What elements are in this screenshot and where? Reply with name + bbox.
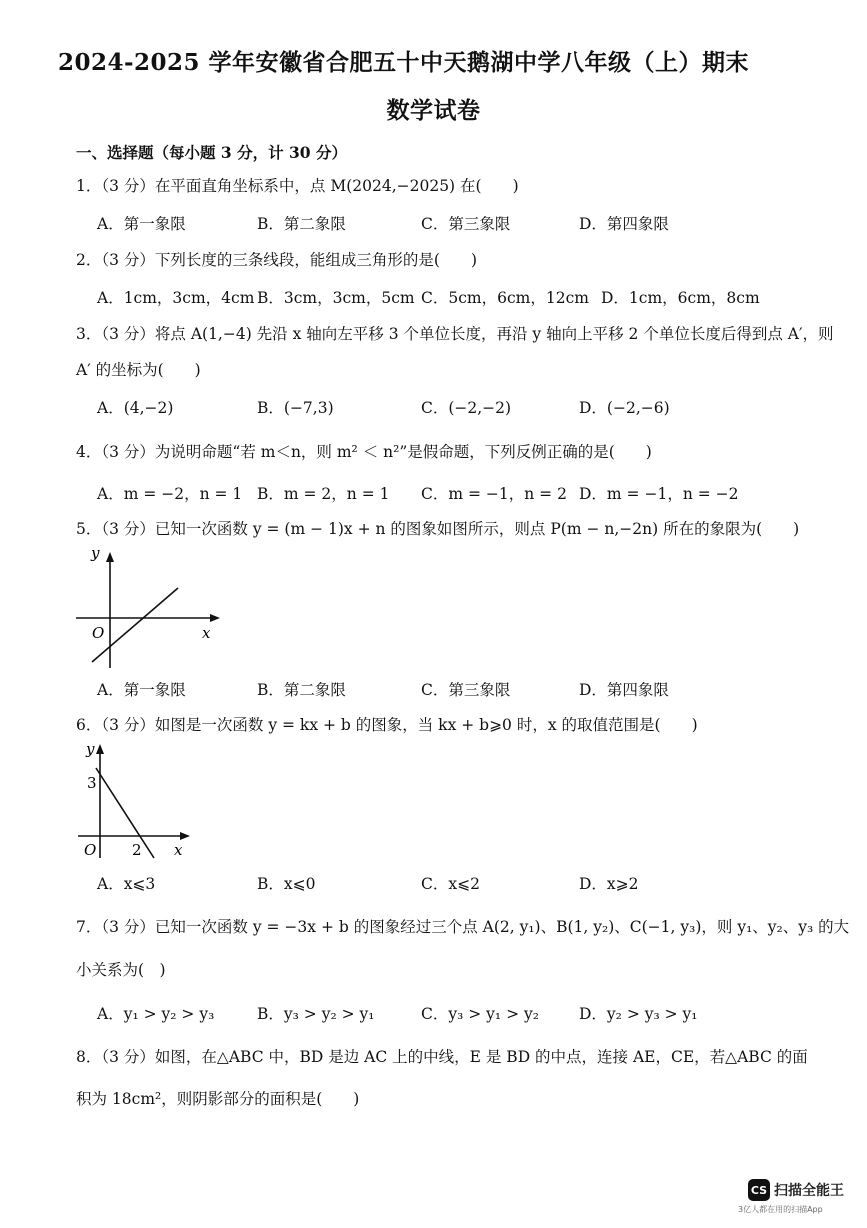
question-1-option-a: A．第一象限 bbox=[97, 215, 186, 233]
question-4-option-d: D．m = −1，n = −2 bbox=[579, 485, 739, 503]
question-5-stem: 5．（3 分）已知一次函数 y = (m − 1)x + n 的图象如图所示，则点 P(m − n,−2n) 所在的象限为( ) bbox=[76, 520, 800, 538]
question-1-option-c: C．第三象限 bbox=[421, 215, 511, 233]
question-3-option-d: D．(−2,−6) bbox=[579, 399, 670, 417]
scanner-tagline: 3亿人都在用的扫描App bbox=[738, 1205, 823, 1214]
function-line bbox=[96, 768, 154, 858]
x-intercept-label: 2 bbox=[132, 841, 142, 859]
question-3-option-b: B．(−7,3) bbox=[257, 399, 334, 417]
question-4-option-c: C．m = −1，n = 2 bbox=[421, 485, 567, 503]
question-1-option-d: D．第四象限 bbox=[579, 215, 669, 233]
question-1-option-b: B．第二象限 bbox=[257, 215, 346, 233]
question-1-stem: 1．（3 分）在平面直角坐标系中，点 M(2024,−2025) 在( ) bbox=[76, 177, 519, 195]
question-2-option-b: B．3cm，3cm，5cm bbox=[257, 289, 415, 307]
x-axis-arrow bbox=[210, 614, 220, 622]
x-axis-arrow bbox=[180, 832, 190, 840]
section-heading: 一、选择题（每小题 3 分，计 30 分） bbox=[76, 143, 347, 162]
origin-label: O bbox=[84, 841, 97, 859]
question-3-stem: 3．（3 分）将点 A(1,−4) 先沿 x 轴向左平移 3 个单位长度，再沿 y 轴向上平移 2 个单位长度后得到点 A′，则 bbox=[76, 325, 834, 343]
y-label: y bbox=[86, 740, 95, 758]
question-4-option-b: B．m = 2，n = 1 bbox=[257, 485, 390, 503]
question-6-option-a: A．x⩽3 bbox=[97, 875, 156, 893]
question-5-option-a: A．第一象限 bbox=[97, 681, 186, 699]
scanner-logo-icon: CS bbox=[748, 1179, 770, 1201]
question-4-option-a: A．m = −2，n = 1 bbox=[97, 485, 243, 503]
scanner-brand: 扫描全能王 bbox=[774, 1183, 844, 1199]
scanner-watermark bbox=[748, 1179, 844, 1201]
question-6-stem: 6．（3 分）如图是一次函数 y = kx + b 的图象，当 kx + b⩾0 时，x 的取值范围是( ) bbox=[76, 716, 698, 734]
question-7-option-b: B．y₃ > y₂ > y₁ bbox=[257, 1005, 375, 1023]
question-2-option-d: D．1cm，6cm，8cm bbox=[601, 289, 760, 307]
question-5-option-c: C．第三象限 bbox=[421, 681, 511, 699]
y-intercept-label: 3 bbox=[87, 774, 97, 792]
exam-title-line2: 数学试卷 bbox=[386, 97, 481, 124]
question-3-option-c: C．(−2,−2) bbox=[421, 399, 512, 417]
question-3-stem-cont: A′ 的坐标为( ) bbox=[76, 361, 201, 379]
question-3-option-a: A．(4,−2) bbox=[97, 399, 174, 417]
question-6-option-d: D．x⩾2 bbox=[579, 875, 639, 893]
question-7-stem-cont: 小关系为( ) bbox=[76, 961, 166, 979]
exam-title-line1: 2024-2025 学年安徽省合肥五十中天鹅湖中学八年级（上）期末 bbox=[57, 49, 750, 76]
question-7-option-a: A．y₁ > y₂ > y₃ bbox=[97, 1005, 215, 1023]
question-2-option-a: A．1cm，3cm，4cm bbox=[97, 289, 255, 307]
question-2-option-c: C．5cm，6cm，12cm bbox=[421, 289, 589, 307]
x-label: x bbox=[174, 841, 183, 859]
question-5-option-b: B．第二象限 bbox=[257, 681, 346, 699]
question-6-option-b: B．x⩽0 bbox=[257, 875, 316, 893]
origin-label: O bbox=[92, 624, 105, 642]
question-2-stem: 2．（3 分）下列长度的三条线段，能组成三角形的是( ) bbox=[76, 251, 477, 269]
y-axis-arrow bbox=[96, 744, 104, 754]
question-8-stem-cont: 积为 18cm²，则阴影部分的面积是( ) bbox=[76, 1090, 360, 1108]
question-7-option-c: C．y₃ > y₁ > y₂ bbox=[421, 1005, 539, 1023]
question-6-option-c: C．x⩽2 bbox=[421, 875, 480, 893]
question-8-stem: 8．（3 分）如图，在△ABC 中，BD 是边 AC 上的中线，E 是 BD 的中点，连接 AE，CE，若△ABC 的面 bbox=[76, 1048, 808, 1066]
x-label: x bbox=[202, 624, 211, 642]
y-axis-arrow bbox=[106, 552, 114, 562]
question-4-stem: 4．（3 分）为说明命题“若 m＜n，则 m² ＜ n²”是假命题，下列反例正确的是( ) bbox=[76, 443, 652, 461]
question-5-option-d: D．第四象限 bbox=[579, 681, 669, 699]
y-label: y bbox=[91, 544, 100, 562]
question-7-option-d: D．y₂ > y₃ > y₁ bbox=[579, 1005, 698, 1023]
question-7-stem: 7．（3 分）已知一次函数 y = −3x + b 的图象经过三个点 A(2, y₁)、B(1, y₂)、C(−1, y₃)，则 y₁、y₂、y₃ 的大 bbox=[76, 918, 850, 936]
question-6-graph bbox=[74, 738, 199, 863]
question-5-graph bbox=[74, 544, 224, 669]
function-line bbox=[92, 588, 178, 662]
